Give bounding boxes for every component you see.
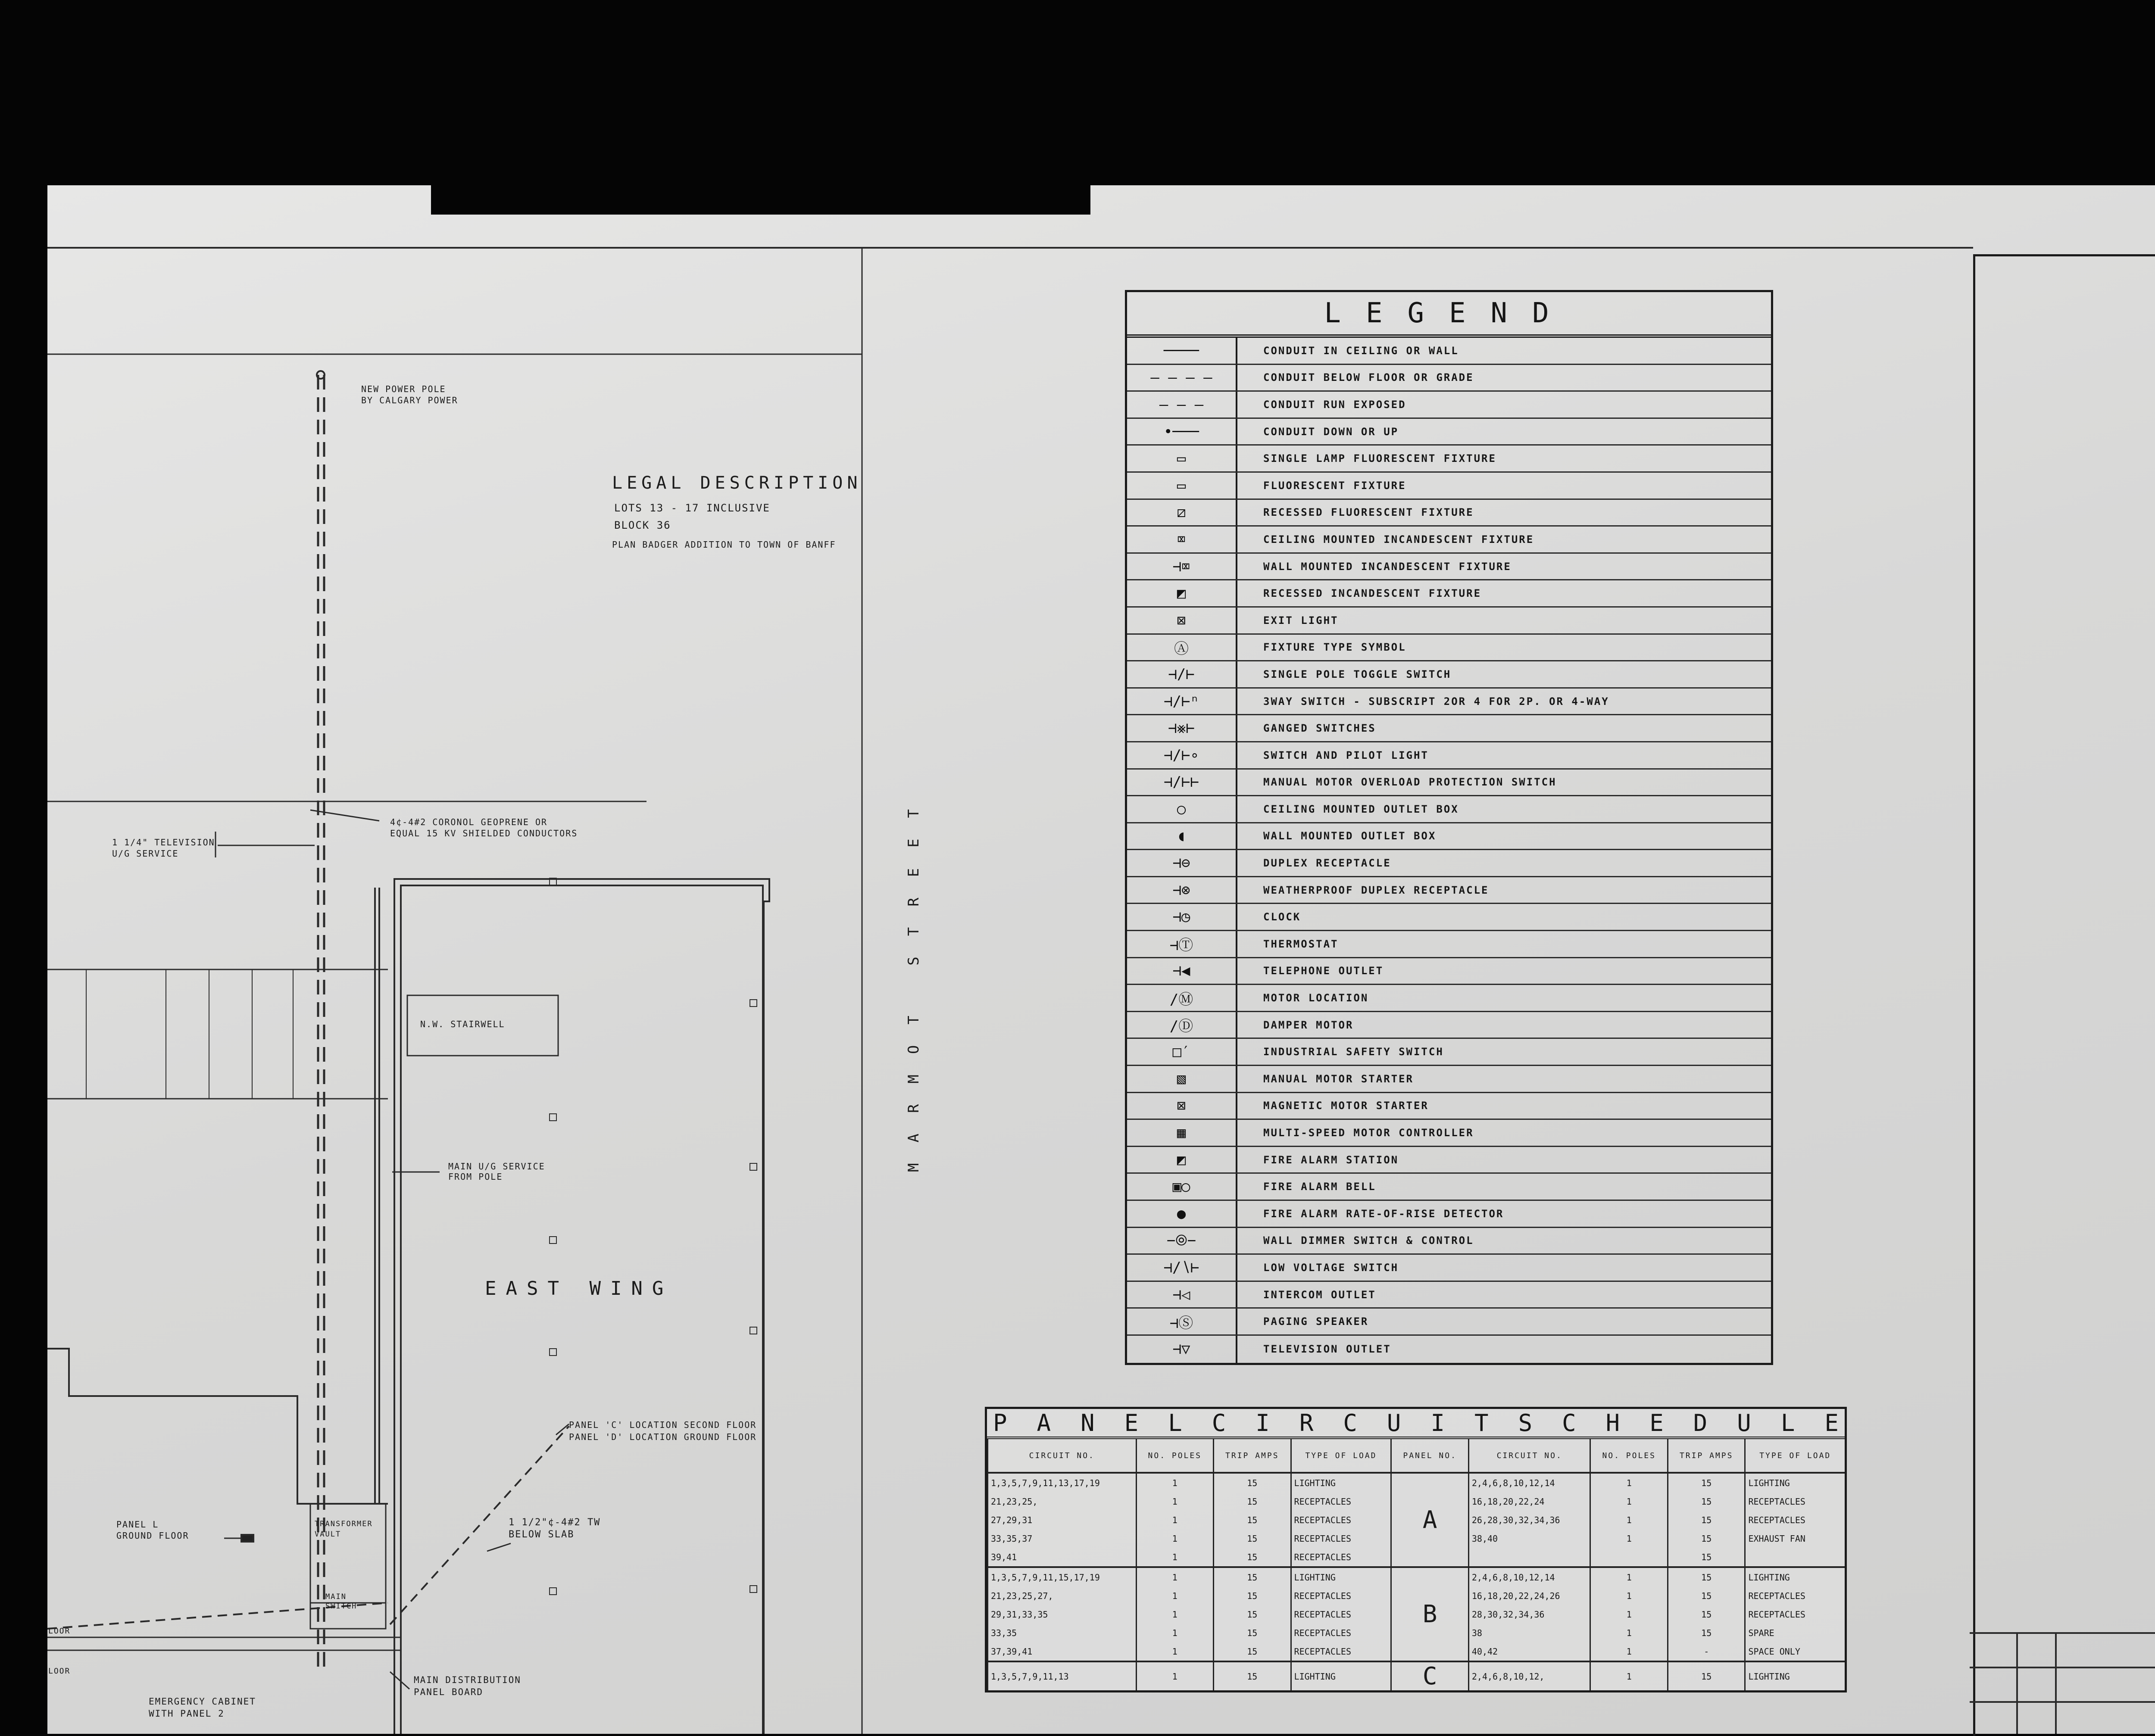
legend-symbol-icon: ⊠: [1127, 608, 1237, 633]
main-switch-label: MAIN SWITCH: [325, 1593, 357, 1611]
schedule-cell: 37,39,41: [988, 1642, 1137, 1661]
legend-row: [1127, 1147, 1771, 1174]
legal-line-1: LOTS 13 - 17 INCLUSIVE: [614, 502, 770, 514]
legend-row: [1127, 446, 1771, 473]
east-wing-label: EAST WING: [485, 1278, 673, 1300]
legend-row: [1127, 931, 1771, 958]
legend-row: [1127, 1336, 1771, 1363]
legend-symbol-icon: ⊣⌧: [1127, 554, 1237, 580]
panel-l-note: PANEL L GROUND FLOOR: [116, 1519, 189, 1541]
schedule-cell: RECEPTACLES: [1745, 1586, 1845, 1605]
schedule-cell: 15: [1214, 1548, 1291, 1567]
legend-symbol-icon: ⊣∕⊢⊢: [1127, 770, 1237, 795]
legend-description: RECESSED FLUORESCENT FIXTURE: [1263, 506, 1474, 519]
schedule-cell: 1: [1590, 1661, 1668, 1690]
legend-row: [1127, 715, 1771, 742]
legend-description: MAGNETIC MOTOR STARTER: [1263, 1100, 1429, 1112]
schedule-title-letter: E: [1824, 1409, 1839, 1437]
schedule-cell: 15: [1668, 1586, 1745, 1605]
schedule-cell: [1468, 1548, 1590, 1567]
legend-symbol-icon: ‒ ‒ ‒ ‒: [1127, 365, 1237, 391]
legend-description: CONDUIT DOWN OR UP: [1263, 425, 1399, 438]
schedule-cell: 1: [1590, 1624, 1668, 1642]
legend-row: [1127, 661, 1771, 689]
schedule-cell: 33,35,37: [988, 1529, 1137, 1548]
schedule-column-header: CIRCUIT NO.: [1468, 1439, 1590, 1473]
legend-symbol-icon: ⊣∕⊢∘: [1127, 742, 1237, 768]
schedule-cell: 15: [1668, 1661, 1745, 1690]
schedule-title-letter: N: [1081, 1409, 1095, 1437]
schedule-row: [988, 1567, 1845, 1586]
legend-symbol-icon: •───: [1127, 419, 1237, 445]
schedule-column-header: CIRCUIT NO.: [988, 1439, 1137, 1473]
schedule-cell: 38,40: [1468, 1529, 1590, 1548]
schedule-cell: LIGHTING: [1745, 1661, 1845, 1690]
emergency-cabinet-note: EMERGENCY CABINET WITH PANEL 2: [149, 1696, 256, 1719]
conduit-slab-note: 1 1/2"¢-4#2 TW BELOW SLAB: [509, 1517, 601, 1540]
schedule-cell: 29,31,33,35: [988, 1605, 1137, 1624]
schedule-column-header: TRIP AMPS: [1668, 1439, 1745, 1473]
schedule-cell: 1: [1136, 1492, 1213, 1511]
schedule-cell: -: [1668, 1642, 1745, 1661]
legend-description: INTERCOM OUTLET: [1263, 1288, 1376, 1301]
legend-title: LEGEND: [1127, 292, 1771, 338]
schedule-title-letter: E: [1124, 1409, 1139, 1437]
schedule-cell: 1: [1136, 1661, 1213, 1690]
schedule-title-letter: I: [1430, 1409, 1445, 1437]
legend-symbol-icon: ◩: [1127, 1147, 1237, 1173]
power-pole-note: NEW POWER POLE BY CALGARY POWER: [361, 384, 458, 405]
schedule-cell: 33,35: [988, 1624, 1137, 1642]
legend-row: [1127, 1201, 1771, 1228]
schedule-cell: LIGHTING: [1745, 1567, 1845, 1586]
schedule-cell: LIGHTING: [1291, 1661, 1391, 1690]
legal-line-3: PLAN BADGER ADDITION TO TOWN OF BANFF: [612, 539, 836, 550]
schedule-title-letter: A: [1037, 1409, 1051, 1437]
legend-symbol-icon: ▧: [1127, 1066, 1237, 1092]
legend-symbol-icon: — ‒ —: [1127, 392, 1237, 418]
legend-row: [1127, 1309, 1771, 1336]
panel-locations-note: PANEL 'C' LOCATION SECOND FLOOR PANEL 'D' LOCATION GROUND FLOOR: [569, 1420, 757, 1442]
schedule-cell: 16,18,20,22,24,26: [1468, 1586, 1590, 1605]
schedule-cell: 15: [1214, 1511, 1291, 1529]
schedule-cell: 1,3,5,7,9,11,15,17,19: [988, 1567, 1137, 1586]
schedule-column-header: NO. POLES: [1590, 1439, 1668, 1473]
stairwell-label: N.W. STAIRWELL: [420, 1019, 505, 1029]
legend-description: CEILING MOUNTED INCANDESCENT FIXTURE: [1263, 533, 1534, 545]
legend-description: 3WAY SWITCH - SUBSCRIPT 2OR 4 FOR 2P. OR 4-WAY: [1263, 695, 1609, 707]
schedule-title-letter: C: [1343, 1409, 1357, 1437]
schedule-title-letter: D: [1693, 1409, 1708, 1437]
schedule-cell: SPARE: [1745, 1624, 1845, 1642]
schedule-cell: SPACE ONLY: [1745, 1642, 1845, 1661]
legend-description: SINGLE POLE TOGGLE SWITCH: [1263, 668, 1452, 680]
title-block-grid: [1970, 1629, 2155, 1734]
legend-description: MOTOR LOCATION: [1263, 992, 1369, 1004]
schedule-title: [987, 1409, 1845, 1439]
legend-description: THERMOSTAT: [1263, 938, 1339, 950]
legend-symbol-icon: ⊣Ⓢ: [1127, 1309, 1237, 1334]
legend-row: [1127, 580, 1771, 608]
schedule-cell: 15: [1668, 1492, 1745, 1511]
schedule-cell: EXHAUST FAN: [1745, 1529, 1845, 1548]
schedule-cell: 15: [1668, 1473, 1745, 1492]
schedule-cell: RECEPTACLES: [1291, 1529, 1391, 1548]
main-distribution-note: MAIN DISTRIBUTION PANEL BOARD: [414, 1675, 521, 1697]
panel-letter: A: [1391, 1473, 1468, 1567]
schedule-cell: RECEPTACLES: [1291, 1605, 1391, 1624]
schedule-title-letter: T: [1474, 1409, 1489, 1437]
legend-row: [1127, 1282, 1771, 1309]
legend-row: [1127, 608, 1771, 635]
schedule-cell: 28,30,32,34,36: [1468, 1605, 1590, 1624]
legend-description: GANGED SWITCHES: [1263, 722, 1376, 735]
street-label: MARMOT STREET: [905, 788, 922, 1172]
schedule-cell: [1745, 1548, 1845, 1567]
legend-row: [1127, 1228, 1771, 1255]
schedule-row: [988, 1661, 1845, 1690]
schedule-cell: 1: [1590, 1492, 1668, 1511]
legend-row: [1127, 338, 1771, 365]
legend-description: FIXTURE TYPE SYMBOL: [1263, 641, 1406, 654]
legend-description: FIRE ALARM BELL: [1263, 1181, 1376, 1193]
main-service-note: MAIN U/G SERVICE FROM POLE: [448, 1161, 545, 1182]
legend-row: [1127, 1066, 1771, 1093]
schedule-cell: 1: [1590, 1567, 1668, 1586]
schedule-cell: 21,23,25,27,: [988, 1586, 1137, 1605]
schedule-cell: RECEPTACLES: [1291, 1586, 1391, 1605]
schedule-cell: 16,18,20,22,24: [1468, 1492, 1590, 1511]
legend-description: CLOCK: [1263, 911, 1301, 923]
schedule-cell: 15: [1668, 1529, 1745, 1548]
legend-symbol-icon: ●: [1127, 1201, 1237, 1227]
legend-symbol-icon: ⌧: [1127, 527, 1237, 552]
legend-description: WALL DIMMER SWITCH & CONTROL: [1263, 1234, 1474, 1247]
legend-description: CONDUIT RUN EXPOSED: [1263, 398, 1406, 411]
legal-heading: LEGAL DESCRIPTION: [612, 473, 862, 493]
schedule-title-letter: C: [1562, 1409, 1576, 1437]
schedule-cell: 1: [1136, 1548, 1213, 1567]
legend-symbol-icon: −⦾−: [1127, 1228, 1237, 1254]
legend-row: [1127, 1093, 1771, 1120]
schedule-cell: 1,3,5,7,9,11,13: [988, 1661, 1137, 1690]
legend-symbol-icon: ◖: [1127, 823, 1237, 849]
legend-description: PAGING SPEAKER: [1263, 1315, 1369, 1328]
schedule-title-letter: L: [1168, 1409, 1182, 1437]
legend-symbol-icon: ▭: [1127, 473, 1237, 499]
schedule-cell: [1590, 1548, 1668, 1567]
legend-description: WEATHERPROOF DUPLEX RECEPTACLE: [1263, 884, 1489, 896]
schedule-cell: 1: [1136, 1624, 1213, 1642]
panel-circuit-schedule: [985, 1407, 1847, 1692]
television-note: 1 1/4" TELEVISION U/G SERVICE: [112, 837, 215, 859]
legend-row: [1127, 796, 1771, 823]
legend-symbol-icon: ⊣Ⓣ: [1127, 931, 1237, 957]
legend-description: TELEVISION OUTLET: [1263, 1343, 1391, 1356]
legend-description: TELEPHONE OUTLET: [1263, 965, 1384, 977]
legend-symbol-icon: ⊣▽: [1127, 1336, 1237, 1363]
schedule-cell: 39,41: [988, 1548, 1137, 1567]
legend-symbol-icon: ▦: [1127, 1120, 1237, 1146]
legend-row: [1127, 904, 1771, 931]
legend-symbol-icon: ⊣∕∖⊢: [1127, 1255, 1237, 1281]
legend-symbol-icon: ▭: [1127, 446, 1237, 471]
legend-symbol-icon: ⊣◷: [1127, 904, 1237, 930]
schedule-cell: 1: [1590, 1529, 1668, 1548]
transformer-vault-label: TRANSFORMER VAULT: [315, 1520, 373, 1539]
schedule-cell: 15: [1214, 1473, 1291, 1492]
schedule-cell: 1: [1590, 1586, 1668, 1605]
schedule-title-letter: P: [993, 1409, 1007, 1437]
legend-row: [1127, 473, 1771, 500]
legend-row: [1127, 1012, 1771, 1039]
schedule-cell: 2,4,6,8,10,12,14: [1468, 1567, 1590, 1586]
schedule-cell: RECEPTACLES: [1745, 1605, 1845, 1624]
legend-description: DUPLEX RECEPTACLE: [1263, 857, 1391, 870]
legend-description: SWITCH AND PILOT LIGHT: [1263, 749, 1429, 761]
legend-row: [1127, 770, 1771, 797]
schedule-title-letter: U: [1737, 1409, 1751, 1437]
legend-row: [1127, 419, 1771, 446]
schedule-cell: 15: [1214, 1605, 1291, 1624]
legend-description: INDUSTRIAL SAFETY SWITCH: [1263, 1046, 1444, 1058]
legend-symbol-icon: ⊣∕⊢: [1127, 661, 1237, 687]
floor-label-a: LOOR: [48, 1627, 71, 1636]
legend-symbol-icon: ∕Ⓓ: [1127, 1012, 1237, 1038]
legend-symbol-icon: ⊠: [1127, 1093, 1237, 1119]
schedule-title-letter: R: [1299, 1409, 1314, 1437]
legend-row: [1127, 500, 1771, 527]
legend-description: MANUAL MOTOR OVERLOAD PROTECTION SWITCH: [1263, 776, 1557, 789]
schedule-cell: 27,29,31: [988, 1511, 1137, 1529]
schedule-column-header: NO. POLES: [1136, 1439, 1213, 1473]
legend-symbol-icon: ⊣⊖: [1127, 850, 1237, 876]
legend-description: FIRE ALARM STATION: [1263, 1153, 1399, 1166]
schedule-header-row: [988, 1439, 1845, 1473]
legend-description: LOW VOLTAGE SWITCH: [1263, 1261, 1399, 1274]
schedule-cell: RECEPTACLES: [1745, 1511, 1845, 1529]
conductor-note: 4¢-4#2 CORONOL GEOPRENE OR EQUAL 15 KV SHIELDED CONDUCTORS: [390, 817, 578, 838]
legend-row: [1127, 1120, 1771, 1147]
legend-row: [1127, 1039, 1771, 1066]
legend-row: [1127, 635, 1771, 662]
legend-description: CEILING MOUNTED OUTLET BOX: [1263, 803, 1459, 815]
legend-row: [1127, 877, 1771, 904]
schedule-title-letter: L: [1780, 1409, 1795, 1437]
legend-description: WALL MOUNTED OUTLET BOX: [1263, 830, 1437, 842]
legend-symbol-icon: ▣○: [1127, 1174, 1237, 1200]
schedule-column-header: TYPE OF LOAD: [1291, 1439, 1391, 1473]
schedule-cell: 26,28,30,32,34,36: [1468, 1511, 1590, 1529]
legend-symbol-icon: ⊣∕⊢ⁿ: [1127, 689, 1237, 714]
schedule-cell: 15: [1668, 1548, 1745, 1567]
legend-row: [1127, 527, 1771, 554]
legend-row: [1127, 958, 1771, 985]
legend-symbol-icon: ◩: [1127, 580, 1237, 606]
schedule-title-letter: C: [1212, 1409, 1226, 1437]
schedule-cell: 15: [1214, 1492, 1291, 1511]
schedule-cell: 15: [1214, 1642, 1291, 1661]
legend-description: CONDUIT BELOW FLOOR OR GRADE: [1263, 371, 1474, 384]
legal-line-2: BLOCK 36: [614, 519, 671, 531]
schedule-cell: 21,23,25,: [988, 1492, 1137, 1511]
legend-description: SINGLE LAMP FLUORESCENT FIXTURE: [1263, 452, 1496, 465]
legend-row: [1127, 689, 1771, 716]
legend-description: EXIT LIGHT: [1263, 614, 1339, 626]
legend-description: DAMPER MOTOR: [1263, 1019, 1354, 1031]
schedule-cell: 15: [1668, 1624, 1745, 1642]
legend-description: FLUORESCENT FIXTURE: [1263, 479, 1406, 492]
schedule-title-letter: E: [1649, 1409, 1664, 1437]
legend-row: [1127, 850, 1771, 877]
panel-letter: C: [1391, 1661, 1468, 1690]
legend-description: WALL MOUNTED INCANDESCENT FIXTURE: [1263, 560, 1512, 573]
schedule-cell: LIGHTING: [1291, 1567, 1391, 1586]
legend-rows: [1127, 338, 1771, 1363]
legend-symbol-icon: ∕Ⓜ: [1127, 985, 1237, 1011]
legend-table: [1125, 290, 1773, 1365]
schedule-cell: 1: [1136, 1586, 1213, 1605]
legend-row: [1127, 365, 1771, 392]
schedule-cell: 1: [1136, 1605, 1213, 1624]
schedule-title-letter: U: [1387, 1409, 1401, 1437]
schedule-cell: 15: [1214, 1529, 1291, 1548]
schedule-cell: 1: [1590, 1511, 1668, 1529]
schedule-row: [988, 1473, 1845, 1492]
schedule-cell: 1,3,5,7,9,11,13,17,19: [988, 1473, 1137, 1492]
schedule-cell: LIGHTING: [1745, 1473, 1845, 1492]
schedule-cell: RECEPTACLES: [1291, 1492, 1391, 1511]
schedule-cell: RECEPTACLES: [1291, 1548, 1391, 1567]
legend-symbol-icon: ⊣◁: [1127, 1282, 1237, 1308]
schedule-cell: 15: [1668, 1511, 1745, 1529]
legend-description: FIRE ALARM RATE-OF-RISE DETECTOR: [1263, 1207, 1504, 1220]
legend-row: [1127, 554, 1771, 581]
legend-symbol-icon: □′: [1127, 1039, 1237, 1065]
legend-description: CONDUIT IN CEILING OR WALL: [1263, 344, 1459, 357]
schedule-cell: 15: [1214, 1661, 1291, 1690]
schedule-cell: 15: [1214, 1567, 1291, 1586]
schedule-body: [988, 1473, 1845, 1690]
schedule-table: [987, 1439, 1845, 1690]
title-block: [1973, 254, 2155, 1736]
legend-row: [1127, 1174, 1771, 1201]
schedule-column-header: TRIP AMPS: [1214, 1439, 1291, 1473]
schedule-cell: 40,42: [1468, 1642, 1590, 1661]
legend-symbol-icon: ────: [1127, 338, 1237, 364]
schedule-cell: RECEPTACLES: [1291, 1642, 1391, 1661]
legend-description: RECESSED INCANDESCENT FIXTURE: [1263, 587, 1482, 600]
legend-symbol-icon: Ⓐ: [1127, 635, 1237, 661]
schedule-cell: 15: [1668, 1567, 1745, 1586]
floor-label-b: LOOR: [48, 1667, 71, 1676]
legend-symbol-icon: ⊣⨳⊢: [1127, 715, 1237, 741]
schedule-cell: 15: [1214, 1624, 1291, 1642]
schedule-cell: 1: [1136, 1567, 1213, 1586]
legend-row: [1127, 985, 1771, 1012]
legend-description: MANUAL MOTOR STARTER: [1263, 1072, 1414, 1085]
schedule-cell: RECEPTACLES: [1745, 1492, 1845, 1511]
schedule-cell: 1: [1136, 1473, 1213, 1492]
legend-symbol-icon: ○: [1127, 796, 1237, 822]
schedule-cell: 2,4,6,8,10,12,: [1468, 1661, 1590, 1690]
schedule-cell: 15: [1214, 1586, 1291, 1605]
legend-symbol-icon: ⊣◀: [1127, 958, 1237, 984]
panel-letter: B: [1391, 1567, 1468, 1661]
schedule-cell: 1: [1136, 1642, 1213, 1661]
schedule-cell: 1: [1136, 1511, 1213, 1529]
legend-symbol-icon: ⧄: [1127, 500, 1237, 526]
schedule-cell: RECEPTACLES: [1291, 1511, 1391, 1529]
legend-row: [1127, 392, 1771, 419]
schedule-title-letter: H: [1605, 1409, 1620, 1437]
legend-symbol-icon: ⊣⊗: [1127, 877, 1237, 903]
schedule-cell: RECEPTACLES: [1291, 1624, 1391, 1642]
schedule-column-header: TYPE OF LOAD: [1745, 1439, 1845, 1473]
schedule-column-header: PANEL NO.: [1391, 1439, 1468, 1473]
schedule-cell: 15: [1668, 1605, 1745, 1624]
schedule-cell: 1: [1590, 1605, 1668, 1624]
schedule-cell: 1: [1136, 1529, 1213, 1548]
legend-row: [1127, 1255, 1771, 1282]
legend-row: [1127, 742, 1771, 770]
legend-row: [1127, 823, 1771, 851]
schedule-cell: 2,4,6,8,10,12,14: [1468, 1473, 1590, 1492]
schedule-title-letter: I: [1256, 1409, 1270, 1437]
schedule-cell: 1: [1590, 1642, 1668, 1661]
schedule-cell: 38: [1468, 1624, 1590, 1642]
schedule-cell: 1: [1590, 1473, 1668, 1492]
schedule-title-letter: S: [1518, 1409, 1533, 1437]
legend-description: MULTI-SPEED MOTOR CONTROLLER: [1263, 1127, 1474, 1139]
schedule-cell: LIGHTING: [1291, 1473, 1391, 1492]
